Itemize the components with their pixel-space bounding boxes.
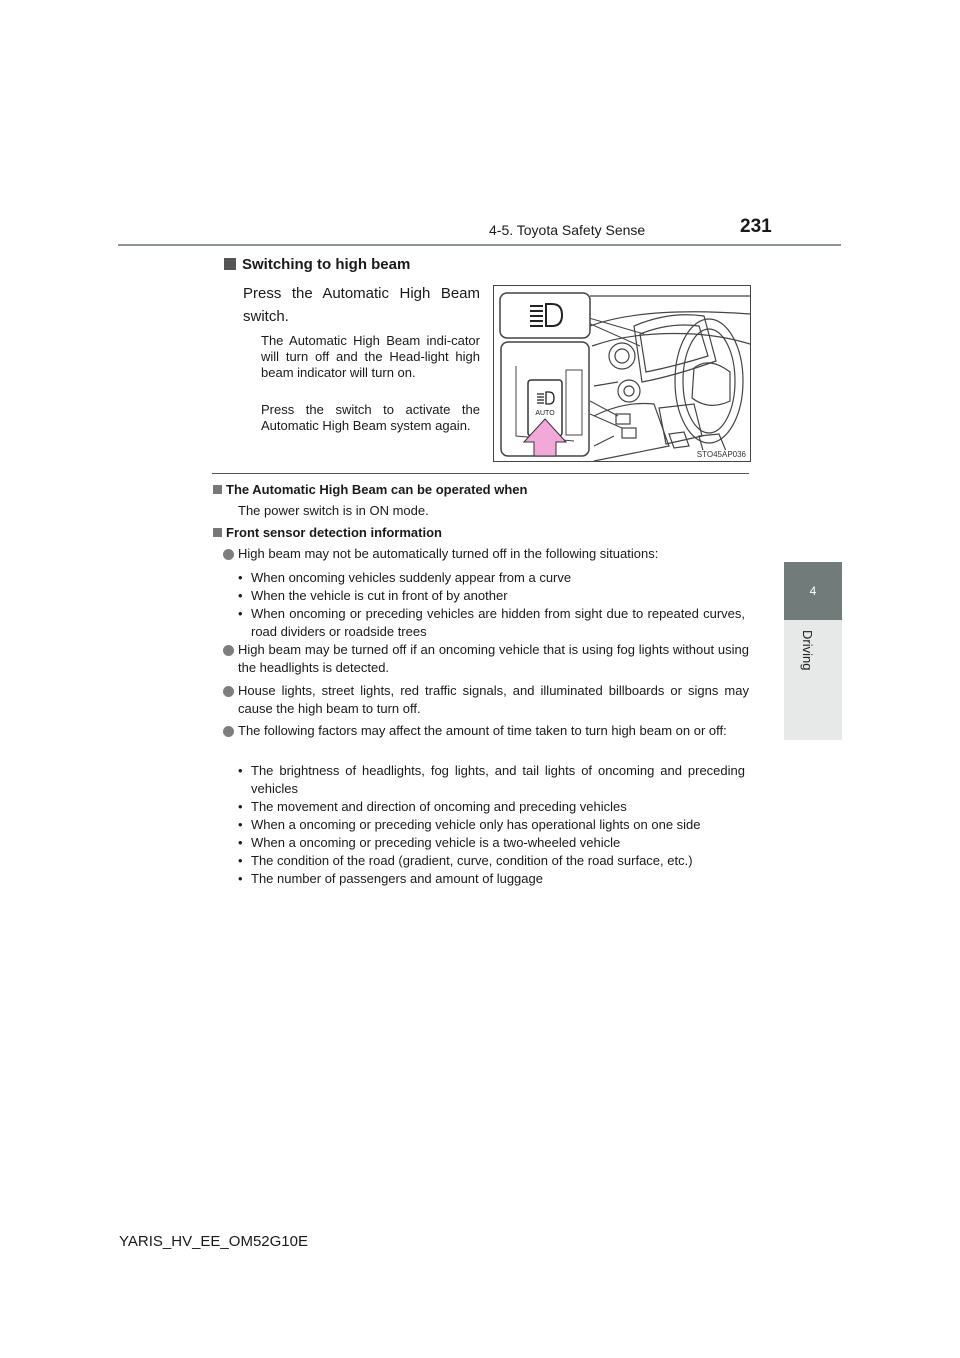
note-text: Press the switch to activate the Automatic High Beam system again. bbox=[261, 402, 480, 433]
round-bullet-icon bbox=[223, 726, 234, 737]
list-item: • The movement and direction of oncoming and preceding vehicles bbox=[238, 799, 627, 814]
list-item: • The number of passengers and amount of luggage bbox=[238, 871, 543, 886]
square-bullet-icon bbox=[224, 258, 236, 270]
page-number: 231 bbox=[740, 216, 772, 237]
operate-text: The power switch is in ON mode. bbox=[238, 503, 429, 518]
sensor-heading: Front sensor detection information bbox=[213, 525, 442, 540]
section-heading: Switching to high beam bbox=[224, 256, 410, 273]
bullet-text: High beam may not be automatically turned off in the following situations: bbox=[238, 546, 659, 561]
list-item: • When a oncoming or preceding vehicle only has operational lights on one side bbox=[238, 817, 701, 832]
list-item: • The condition of the road (gradient, curve, condition of the road surface, etc.) bbox=[238, 853, 693, 868]
note-text: The Automatic High Beam indi-cator will turn off and the Head-light high beam indicator will turn on. bbox=[261, 333, 480, 380]
document-code: YARIS_HV_EE_OM52G10E bbox=[119, 1233, 308, 1250]
chapter-tab: 4 bbox=[784, 562, 842, 620]
bullet-text: House lights, street lights, red traffic signals, and illuminated billboards or signs may cause the high beam to turn off. bbox=[238, 683, 749, 716]
instruction-text: Press the Automatic High Beam switch. bbox=[243, 285, 480, 325]
square-bullet-icon bbox=[213, 528, 222, 537]
list-item: • When oncoming vehicles suddenly appear from a curve bbox=[238, 570, 572, 585]
figure-code: STO45AP036 bbox=[696, 450, 746, 459]
bullet-text: The following factors may affect the amount of time taken to turn high beam on or off: bbox=[238, 723, 727, 738]
switch-label: AUTO bbox=[535, 410, 555, 417]
header-divider bbox=[118, 244, 841, 246]
list-item: • The brightness of headlights, fog lights, and tail lights of oncoming and preceding vehicles bbox=[238, 763, 745, 796]
chapter-label: Driving bbox=[800, 630, 815, 671]
list-item: • When oncoming or preceding vehicles are hidden from sight due to repeated curves, road dividers or roadside trees bbox=[238, 606, 745, 639]
square-bullet-icon bbox=[213, 485, 222, 494]
operate-heading: The Automatic High Beam can be operated when bbox=[213, 482, 527, 497]
dashboard-illustration bbox=[493, 285, 751, 462]
bullet-text: High beam may be turned off if an oncoming vehicle that is using fog lights without using the headlights is detected. bbox=[238, 642, 749, 675]
list-item: • When the vehicle is cut in front of by another bbox=[238, 588, 508, 603]
section-divider bbox=[212, 473, 749, 474]
list-item: • When a oncoming or preceding vehicle is a two-wheeled vehicle bbox=[238, 835, 621, 850]
situation-list bbox=[238, 569, 745, 641]
dashboard-drawing bbox=[494, 286, 750, 461]
round-bullet-icon bbox=[223, 686, 234, 697]
round-bullet-icon bbox=[223, 645, 234, 656]
header-section-title: 4-5. Toyota Safety Sense bbox=[489, 222, 646, 238]
round-bullet-icon bbox=[223, 549, 234, 560]
factor-list bbox=[238, 762, 745, 888]
